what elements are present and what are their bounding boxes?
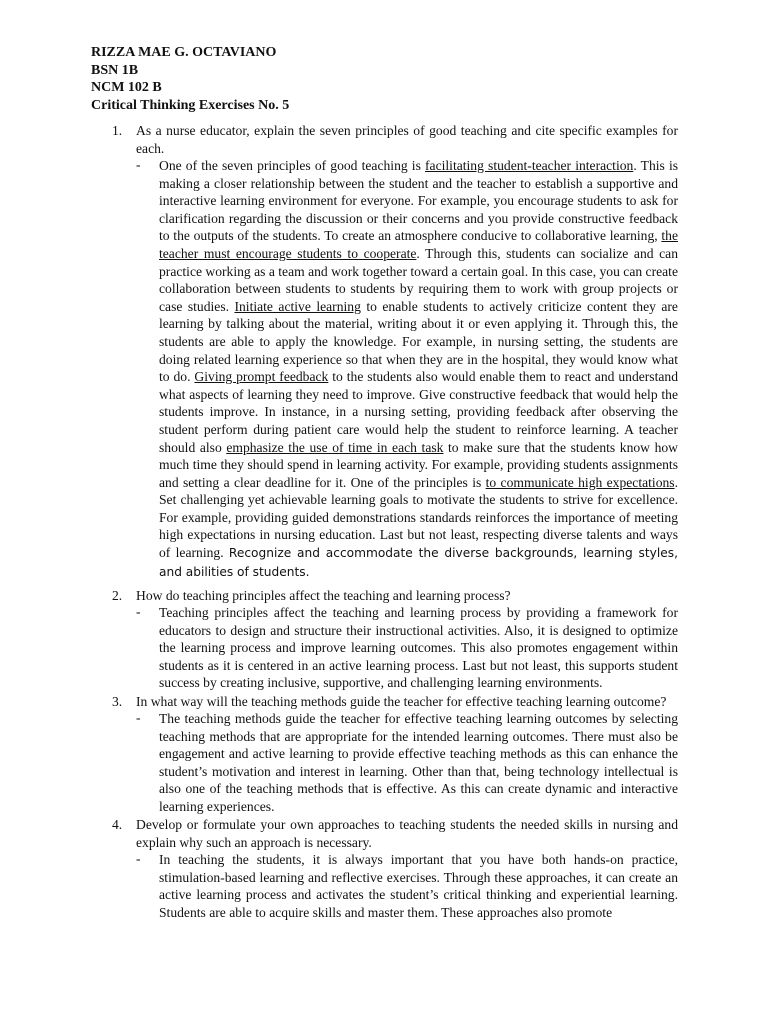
bullet-dash: - — [136, 604, 141, 619]
question-1 — [112, 122, 678, 157]
answer-text-segment: . Through this, students can socialize and can practice working as a team and work together toward a certain goal. In this case, you can create collaboration between students to students by requiring them to work with group projects or case studies. — [159, 245, 678, 314]
answer-3: The teaching methods guide the teacher for effective teaching learning outcomes by selecting teaching methods that are appropriate for the intended learning outcomes. There must also be engagement and active learning to provide effective teaching methods as this can enhance the student’s motivation and interest in learning. Other than that, being technology intellectual is also one of the teaching methods that is effective. As this can create dynamic and interactive learning experiences. — [159, 711, 678, 814]
question-number: 2. — [112, 588, 123, 603]
question-text: Develop or formulate your own approaches to teaching students the needed skills in nursing and explain why such an approach is necessary. — [136, 817, 678, 850]
question-number: 1. — [112, 123, 123, 138]
answer-4: In teaching the students, it is always important that you have both hands-on practice, stimulation-based learning and reflective exercises. Through these approaches, it can create an active learning process and activates the student’s critical thinking and experiential learning. Students are able to acquire skills and master them. These approaches also promote — [159, 852, 678, 920]
answer-text-segment: Recognize and accommodate the diverse backgrounds, learning styles, and abilities of students. — [159, 546, 678, 579]
answer-text-segment: to the students also would enable them to react and understand what aspects of learning they need to improve. Give constructive feedback that would help the students improve. In instance, in a nursing setting, providing feedback after observing the student perform during patient care would help the student to reinforce learning. A teacher should also — [159, 369, 678, 455]
question-3 — [112, 693, 678, 711]
underlined-principle: facilitating student-teacher interaction — [425, 158, 634, 173]
bullet-dash: - — [136, 851, 141, 866]
underlined-principle: Giving prompt feedback — [194, 369, 329, 385]
question-number: 3. — [112, 694, 123, 709]
student-name: RIZZA MAE G. OCTAVIANO — [91, 45, 277, 60]
bullet-dash: - — [136, 157, 141, 172]
question-text: How do teaching principles affect the teaching and learning process? — [136, 588, 511, 603]
course-section: BSN 1B — [91, 62, 139, 78]
question-number: 4. — [112, 817, 123, 832]
document-header — [91, 44, 289, 114]
answer-text-segment: One of the seven principles of good teaching is — [159, 158, 426, 173]
answer-text-segment: . Set challenging yet achievable learning goals to motivate the students to strive for excellence. For example, providing guided demonstrations standards reinforces the importance of meeting high expectations in nursing education. Last but not least, respecting diverse talents and ways of learning. — [159, 474, 678, 561]
underlined-principle: emphasize the use of time in each task — [226, 439, 444, 455]
question-2 — [112, 587, 678, 605]
underlined-principle: to communicate high expectations — [485, 474, 675, 490]
answer-2: Teaching principles affect the teaching and learning process by providing a framework for educators to design and structure their instructional activities. Also, it is designed to optimize the learning process and improve learning outcomes. This also promotes engagement within students as it is centered in an active learning process. Last but not least, this supports student success by creating inclusive, supportive, and challenging learning environments. — [159, 605, 678, 691]
exercise-title: Critical Thinking Exercises No. 5 — [91, 97, 290, 113]
underlined-principle: the teacher must encourage students to cooperate — [159, 228, 678, 261]
question-text: As a nurse educator, explain the seven principles of good teaching and cite specific examples for each. — [136, 123, 678, 156]
question-4 — [112, 816, 678, 851]
bullet-dash: - — [136, 710, 141, 725]
answer-text-segment: . This is making a closer relationship between the student and the teacher to establish a supportive and interactive learning environment for everyone. For example, you encourage students to ask for clarification regarding the discussion or their concerns and you provide constructive feedback to the outputs of the students. To create an atmosphere conducive to collaborative learning, — [159, 158, 679, 244]
answer-text-segment: to make sure that the students know how much time they should spend in learning activity. For example, providing students assignments and setting a clear deadline for it. One of the principles is — [159, 439, 678, 490]
answer-1 — [159, 157, 678, 581]
question-text: In what way will the teaching methods guide the teacher for effective teaching learning outcome? — [136, 694, 667, 709]
answer-text-segment: to enable students to actively criticize content they are learning by talking about the material, writing about it or even applying it. Through this, the students are able to apply the knowledge. For example, in nursing setting, the students are doing related learning experience so that when they are in the hospital, they would know what to do. — [159, 298, 678, 385]
subject-code: NCM 102 B — [91, 80, 162, 95]
underlined-principle: Initiate active learning — [234, 298, 361, 314]
